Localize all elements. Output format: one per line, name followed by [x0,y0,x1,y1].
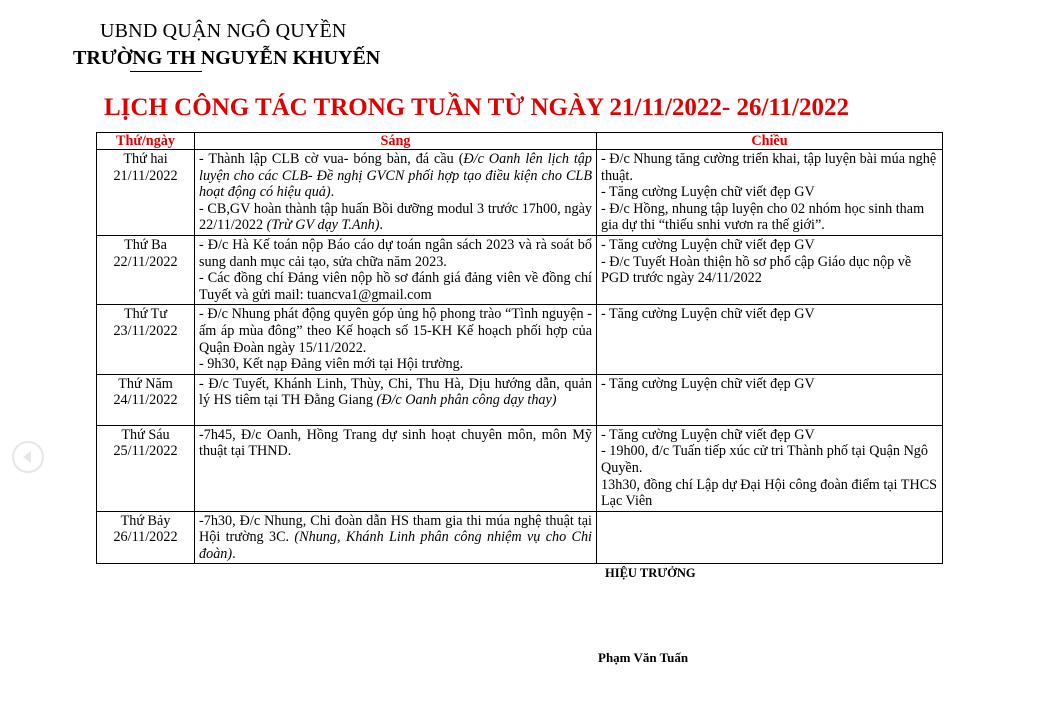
table-header-row [97,133,943,150]
day-label: Thứ Bảy [120,512,171,529]
day-cell [97,425,195,511]
day-label: Thứ Sáu [121,426,170,443]
morning-item: -7h45, Đ/c Oanh, Hồng Trang dự sinh hoạt chuyên môn, môn Mỹ thuật tại THND. [199,426,592,460]
day-cell [97,305,195,374]
day-label: Thứ Ba [124,236,167,253]
afternoon-item: - Đ/c Tuyết Hoàn thiện hồ sơ phổ cập Giáo dục nộp về PGD trước ngày 24/11/2022 [601,253,912,287]
header-underline [130,71,202,72]
morning-item: - Đ/c Tuyết, Khánh Linh, Thùy, Chi, Thu Hà, Dịu hướng dẫn, quản lý HS tiêm tại TH Đằng Giang (Đ/c Oanh phân công dạy thay) [199,375,592,409]
afternoon-item: - Đ/c Nhung tăng cường triển khai, tập luyện bài múa nghệ thuật. [601,151,937,184]
header-morning: Sáng [195,133,597,150]
header-afternoon: Chiều [597,133,943,150]
afternoon-cell [597,235,943,304]
morning-cell [195,374,597,425]
day-cell [97,374,195,425]
page-title: LỊCH CÔNG TÁC TRONG TUẦN TỪ NGÀY 21/11/2022- 26/11/2022 [104,94,849,121]
morning-cell [195,511,597,564]
morning-cell [195,305,597,374]
afternoon-cell [597,511,943,564]
afternoon-item: - Đ/c Hồng, nhung tập luyện cho 02 nhóm học sinh tham gia dự thi “thiếu snhi vươn ra thế giới”. [601,200,925,234]
morning-cell [195,235,597,304]
schedule-table [96,132,943,564]
afternoon-item: 13h30, đồng chí Lập dự Đại Hội công đoàn điểm tại THCS Lạc Viên [601,476,938,510]
day-date: 25/11/2022 [113,443,178,460]
day-date: 22/11/2022 [113,253,178,270]
day-cell [97,511,195,564]
org-name: UBND QUẬN NGÔ QUYỀN [100,20,347,42]
table-row [97,305,943,374]
afternoon-cell [597,150,943,236]
day-date: 26/11/2022 [113,529,178,546]
day-cell [97,235,195,304]
table-row [97,374,943,425]
previous-page-button[interactable] [12,441,44,473]
afternoon-cell [597,374,943,425]
morning-item: - 9h30, Kết nạp Đảng viên mới tại Hội trường. [199,356,464,373]
day-date: 24/11/2022 [113,392,178,409]
afternoon-item: - Tăng cường Luyện chữ viết đẹp GV [601,184,815,201]
morning-item: - Thành lập CLB cờ vua- bóng bàn, đá cầu (Đ/c Oanh lên lịch tập luyện cho các CLB- Đề nghị GVCN phối hợp tạo điều kiện cho CLB hoạt động có hiệu quả). [199,151,592,201]
chevron-left-icon [14,443,42,471]
table-row [97,235,943,304]
afternoon-cell [597,425,943,511]
morning-item: -7h30, Đ/c Nhung, Chi đoàn dẫn HS tham gia thi múa nghệ thuật tại Hội trường 3C. (Nhung, Khánh Linh phân công nhiệm vụ cho Chi đoàn). [199,512,593,562]
afternoon-item: - Tăng cường Luyện chữ viết đẹp GV [601,236,815,253]
day-date: 23/11/2022 [113,322,178,339]
day-label: Thứ hai [123,151,168,167]
morning-item: - Các đồng chí Đảng viên nộp hồ sơ đánh giá đảng viên về đồng chí Tuyết và gửi mail: tuancva1@gmail.com [199,270,592,303]
signature-title: HIỆU TRƯỞNG [605,566,696,580]
day-date: 21/11/2022 [113,167,178,184]
afternoon-item: - Tăng cường Luyện chữ viết đẹp GV [601,306,815,323]
table-row [97,150,943,236]
morning-cell [195,150,597,236]
afternoon-item: - Tăng cường Luyện chữ viết đẹp GV [601,375,815,392]
school-name: TRƯỜNG TH NGUYỄN KHUYẾN [73,47,381,69]
afternoon-cell [597,305,943,374]
table-row [97,425,943,511]
afternoon-item: - 19h00, đ/c Tuấn tiếp xúc cử tri Thành phố tại Quận Ngô Quyền. [601,443,928,476]
morning-item: - Đ/c Hà Kế toán nộp Báo cáo dự toán ngân sách 2023 và rà soát bổ sung danh mục cải tạo, sửa chữa năm 2023. [199,236,592,270]
day-cell [97,150,195,236]
header-day: Thứ/ngày [97,133,195,150]
day-label: Thứ Năm [118,375,173,392]
table-row [97,511,943,564]
morning-item: - CB,GV hoàn thành tập huấn Bồi dưỡng modul 3 trước 17h00, ngày 22/11/2022 (Trừ GV dạy T.Anh). [199,200,592,234]
morning-cell [195,425,597,511]
morning-item: - Đ/c Nhung phát động quyên góp ủng hộ phong trào “Tình nguyện - ấm áp mùa đông” theo Kế hoạch số 15-KH Kế hoạch phối hợp của Quận Đoàn ngày 15/11/2022. [199,306,592,356]
day-label: Thứ Tư [123,306,168,323]
afternoon-item: - Tăng cường Luyện chữ viết đẹp GV [601,426,815,443]
signature-name: Phạm Văn Tuấn [598,650,689,665]
